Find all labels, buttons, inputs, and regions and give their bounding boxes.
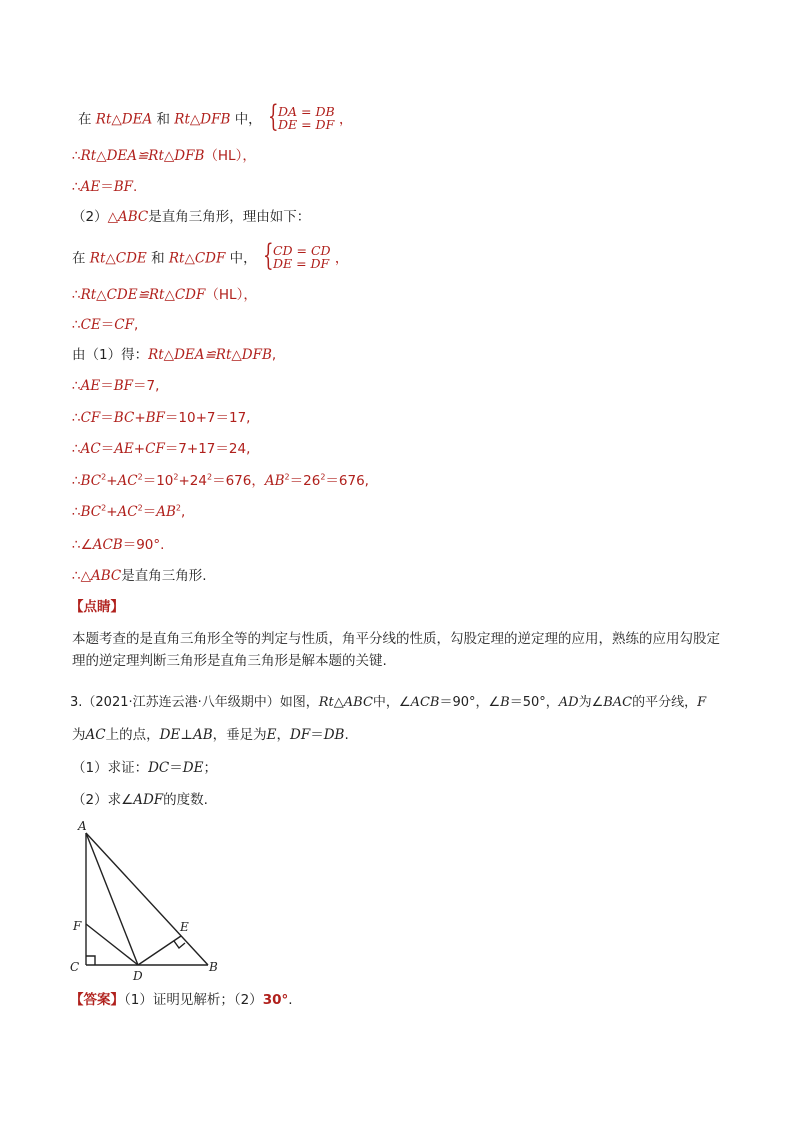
label-c: C [70, 960, 80, 974]
text: 中， [234, 111, 262, 128]
right-angle-mark-e [174, 941, 185, 948]
label-f: F [73, 919, 82, 933]
line-congruent-2: ∴Rt△CDE≌Rt△CDF（HL）， [72, 287, 257, 303]
right-angle-mark-c [86, 956, 95, 965]
segment-ab [86, 833, 208, 965]
question-3-part-2: （2）求∠ADF的度数. [72, 792, 208, 808]
line-cf-17: ∴CF＝BC+BF＝10+7＝17, [72, 410, 251, 426]
line-ae-bf-7: ∴AE＝BF＝7, [72, 378, 160, 394]
question-3-part-1: （1）求证：DC＝DE； [72, 760, 217, 776]
line-from-part1: 由（1）得：Rt△DEA≌Rt△DFB, [72, 347, 277, 363]
math-term: Rt△DFB [174, 111, 231, 128]
text: 和 [156, 111, 170, 128]
line-congruent-1: ∴Rt△DEA≌Rt△DFB（HL）， [72, 148, 256, 164]
equation-1: DA = DB [277, 104, 335, 119]
math-expression: Rt△DEA≌Rt△DFB [80, 148, 205, 164]
math-term: Rt△DEA [95, 111, 153, 128]
line-congruence-setup-2: 在 Rt△CDE 和 Rt△CDF 中， { CD = CD DE = DF ， [72, 238, 349, 273]
line-squares: $\therefore BC^2+AC^2=10^2+24^2=676$，$AB^2=26^2=676$, [72, 472, 369, 489]
line-conclusion: ∴△ABC是直角三角形. [72, 568, 207, 584]
equation-2: DE = DF [277, 117, 335, 132]
line-ce-cf: ∴CE＝CF, [72, 317, 139, 333]
label-a: A [78, 819, 87, 833]
answer-value: 30° [262, 992, 289, 1008]
line-congruence-setup-1 [78, 99, 353, 134]
question-3-line-1: 3.（2021·江苏连云港·八年级期中）如图，Rt△ABC中，∠ACB＝90°，∠B＝50°，AD为∠BAC的平分线，F [70, 695, 707, 710]
label-b: B [209, 960, 218, 974]
brace-icon: { [267, 99, 279, 134]
line-ac-24: ∴AC＝AE+CF＝7+17＝24, [72, 441, 251, 457]
triangle-figure [60, 810, 240, 985]
equation-system [267, 99, 335, 134]
line-angle-acb: ∴∠ACB＝90°. [72, 537, 165, 553]
answer-line: 【答案】（1）证明见解析；（2）30°. [70, 992, 293, 1008]
label-d: D [133, 969, 143, 983]
comment-heading: 【点睛】 [70, 599, 124, 615]
equation-system: { CD = CD DE = DF [262, 238, 331, 273]
label-e: E [180, 920, 189, 934]
answer-heading: 【答案】 [70, 992, 124, 1008]
text: 在 [78, 111, 92, 128]
text: ， [338, 111, 353, 128]
segment-de [138, 936, 181, 965]
line-ae-bf: ∴AE＝BF. [72, 179, 138, 195]
comment-body: 本题考查的是直角三角形全等的判定与性质，角平分线的性质，勾股定理的逆定理的应用，熟练的应用勾股定理的逆定理判断三角形是直角三角形是解本题的关键. [72, 631, 720, 669]
brace-icon: { [262, 238, 274, 273]
line-pythagoras: $\therefore BC^2+AC^2=AB^2$, [72, 503, 186, 520]
question-3-line-2: 为AC上的点，DE⊥AB，垂足为E，DF＝DB. [72, 727, 349, 743]
line-part2-claim: （2）△ABC是直角三角形，理由如下： [72, 209, 311, 225]
